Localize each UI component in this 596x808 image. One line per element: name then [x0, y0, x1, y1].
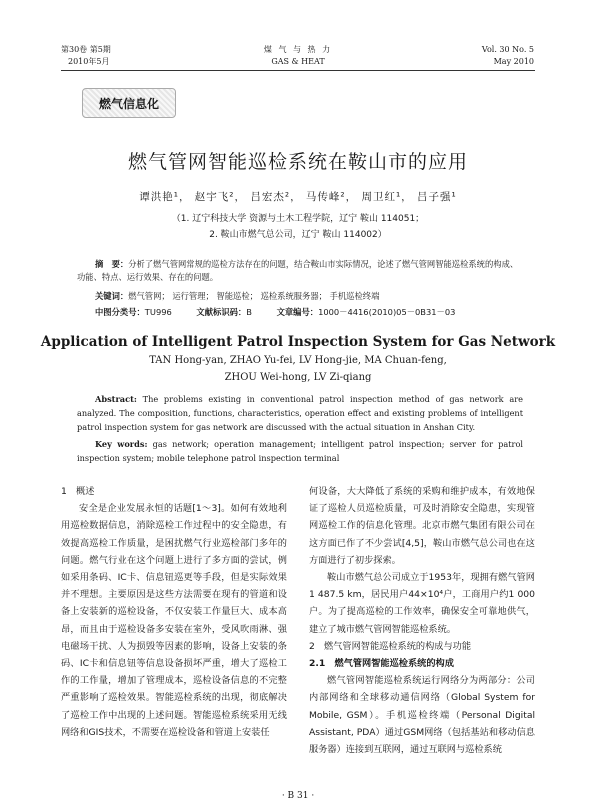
body-right-column	[309, 483, 535, 758]
abstract-en-text: The problems existing in conventional patrol inspection method of gas network are analyzed. The composition, functions, characteristics, operation effect and existing problems of intelligent patrol inspection system for gas network are discussed with the actual situation in Anshan City.	[77, 394, 523, 432]
keywords-cn-text: 燃气管网； 运行管理； 智能巡检； 巡检系统服务器； 手机巡检终端	[128, 291, 380, 301]
page-title: 燃气管网智能巡检系统在鞍山市的应用	[127, 151, 468, 173]
affiliation-1: （1. 辽宁科技大学 资源与土木工程学院，辽宁 鞍山 114051；	[171, 214, 425, 224]
authors-en-2: ZHOU Wei-hong, LV Zi-qiang	[224, 372, 372, 383]
article-no-label: 文章编号：	[276, 307, 319, 317]
section-2-heading: 2 燃气管网智能巡检系统的构成与功能	[309, 640, 472, 652]
keywords-cn-label: 关键词：	[95, 291, 129, 301]
paragraph: 燃气管网智能巡检系统运行网络分为两部分：公司内部网络和全球移动通信网络（Global System for Mobile, GSM）。手机巡检终端（Personal Digital Assistant, PDA）通过GSM网络（包括基站和移动信息服务器）连接到互联网，通过互联网与巡检系统	[309, 675, 535, 756]
article-no-value: 1000－4416(2010)05－0B31－03	[318, 307, 456, 317]
header-rule	[61, 70, 535, 71]
header-journal-en: GAS & HEAT	[271, 57, 325, 66]
affiliation-2: 2. 鞍山市燃气总公司，辽宁 鞍山 114002）	[209, 230, 387, 240]
paragraph: 安全是企业发展永恒的话题[1～3]。如何有效地利用巡检数据信息，消除巡检工作过程中的安全隐患，有效提高巡检工作质量，是困扰燃气行业巡检部门多年的问题。燃气行业在这个问题上进行了多方面的尝试，例如采用条码、IC卡、信息钮巡更等手段，但是实际效果并不理想。主要原因是这些方法需要在现有的管道和设备上安装新的巡检设备，不仅安装工作量巨大、成本高昂，而且由于巡检设备多安装在室外，受风吹雨淋、强电磁场干扰、人为损毁等因素的影响，设备上安装的条码、IC卡和信息钮等信息设备损坏严重，增大了巡检工作的工作量，增加了管理成本，巡检设备信息的不完整严重影响了巡检效果。智能巡检系统的出现，彻底解决了巡检工作中出现的上述问题。智能巡检系统采用无线网络和GIS技术，不需要在巡检设备和管道上安装任	[61, 503, 287, 738]
page-number: · B 31 ·	[281, 791, 315, 801]
authors-cn: 谭洪艳¹， 赵宇飞²， 吕宏杰²， 马传峰²， 周卫红¹， 吕子强¹	[139, 191, 457, 203]
abstract-cn-label: 摘 要：	[95, 259, 129, 269]
title-en: Application of Intelligent Patrol Inspection System for Gas Network	[40, 334, 556, 350]
abstract-cn-text: 分析了燃气管网常规的巡检方法存在的问题，结合鞍山市实际情况，论述了燃气管网智能巡检系统的构成、功能、特点、运行效果、存在的问题。	[77, 259, 519, 282]
header-volume-en: Vol. 30 No. 5	[481, 45, 534, 54]
header-date-cn: 2010年5月	[68, 57, 110, 66]
abstract-cn	[77, 258, 523, 284]
authors-en-1: TAN Hong-yan, ZHAO Yu-fei, LV Hong-jie, MA Chuan-feng,	[149, 355, 447, 366]
header-journal-cn: 煤 气 与 热 力	[263, 45, 333, 54]
clc-value: TU996	[144, 307, 172, 317]
doc-code-label: 文献标识码：	[196, 307, 247, 317]
classification-line	[77, 306, 523, 319]
header-volume: 第30卷 第5期	[61, 45, 111, 54]
paragraph: 何设备，大大降低了系统的采购和维护成本，有效地保证了巡检人员巡检质量，可及时消除安全隐患，实现管网巡检工作的信息化管理。北京市燃气集团有限公司在这方面已作了不少尝试[4,5]，鞍山市燃气总公司也在这方面进行了初步探索。	[309, 486, 535, 566]
keywords-en-label: Key words:	[95, 439, 148, 449]
keywords-cn	[77, 290, 523, 303]
header-date-en: May 2010	[493, 57, 534, 66]
abstract-en-label: Abstract:	[95, 394, 137, 404]
keywords-en	[77, 437, 523, 465]
keywords-en-text: gas network; operation management; intelligent patrol inspection; server for patrol inspection system; mobile telephone patrol inspection terminal	[77, 439, 523, 463]
doc-code-value: B	[246, 307, 252, 317]
body-left-column	[61, 483, 287, 741]
clc-label: 中图分类号：	[95, 307, 145, 317]
subsection-2-1-heading: 2.1 燃气管网智能巡检系统的构成	[309, 658, 454, 670]
column-tag: 燃气信息化	[82, 88, 176, 118]
paragraph: 鞍山市燃气总公司成立于1953年，现拥有燃气管网1 487.5 km，居民用户44×10⁴户，工商用户约1 000户。为了提高巡检的工作效率，确保安全可靠地供气，建立了城市燃气管网智能巡检系统。	[309, 572, 535, 635]
abstract-en	[77, 392, 523, 434]
section-1-heading: 1 概述	[61, 486, 95, 497]
